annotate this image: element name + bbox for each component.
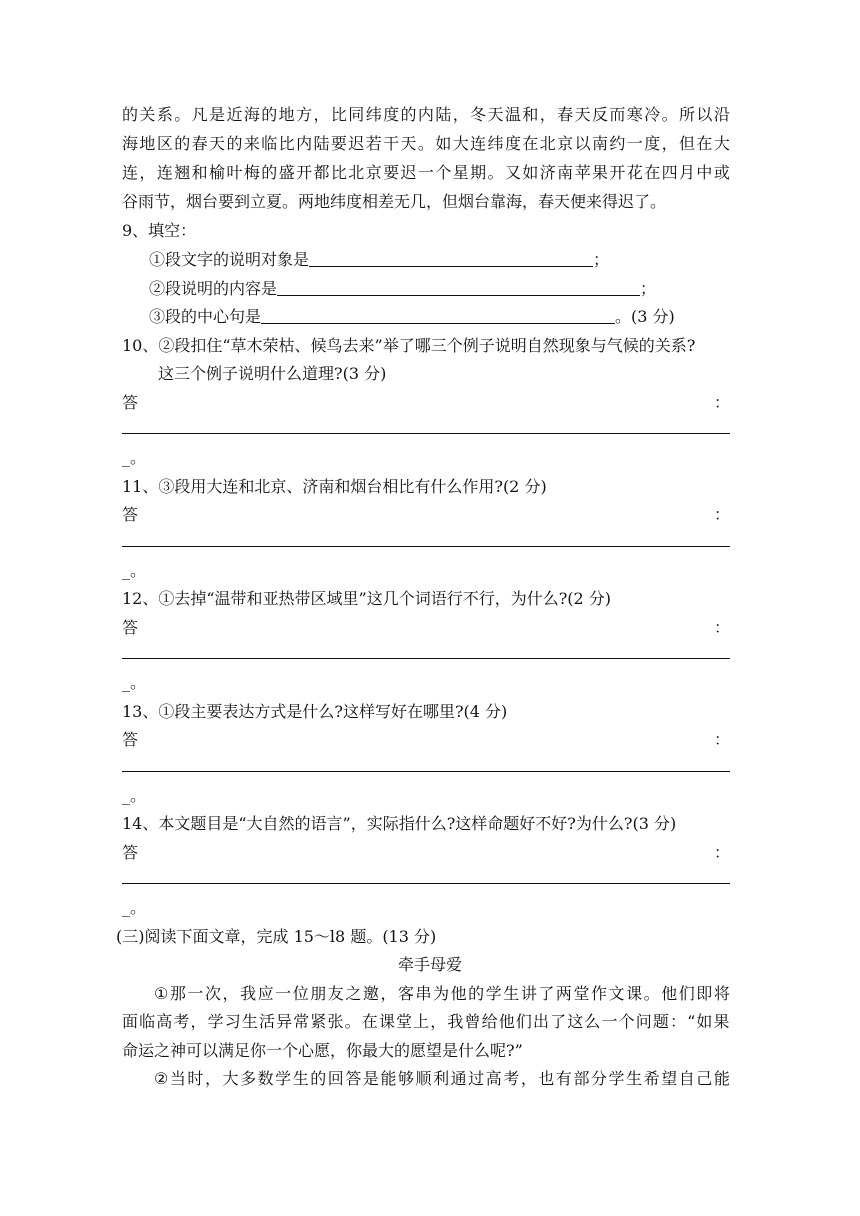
q12-answer-end: _。 <box>122 673 147 692</box>
q14-answer-rule[interactable] <box>122 883 730 884</box>
q9-item2-blank[interactable] <box>277 279 640 296</box>
answer-label: 答 <box>122 843 139 862</box>
answer-label: 答 <box>122 505 139 524</box>
question-12: 12、①去掉“温带和亚热带区域里”这几个词语行不行，为什么?(2 分) <box>122 589 612 608</box>
q9-item3-suffix: 。(3 分) <box>615 307 675 326</box>
para1-line-2: 面 临 高 考 ， 学 习 生 活 异 常 紧 张 。 在 课 堂 上 ， 我 曾 给 他 们 出 了 这 么 一 个 问 题 ： “ 如 果 <box>122 1012 730 1031</box>
q14-answer-end: _。 <box>122 898 147 917</box>
q13-answer-rule[interactable] <box>122 771 730 772</box>
section-3-heading: (三)阅读下面文章，完成 15～l8 题。(13 分) <box>116 927 437 946</box>
q10-answer-end: _。 <box>122 448 147 467</box>
q12-answer-rule[interactable] <box>122 658 730 659</box>
answer-colon: ： <box>713 730 730 749</box>
passage-line-1: 的 关 系 。 凡 是 近 海 的 地 方 ， 比 同 纬 度 的 内 陆 ， 冬 天 温 和 ， 春 天 反 而 寒 冷 。 所 以 沿 <box>122 105 730 124</box>
question-9-item-2 <box>149 279 730 299</box>
question-10-line-2: 这三个例子说明什么道理?(3 分) <box>158 364 387 383</box>
q9-item1-blank[interactable] <box>309 250 593 267</box>
q9-item2-suffix: ； <box>640 279 657 298</box>
q13-answer-line <box>122 730 730 750</box>
question-9-item-1 <box>149 250 730 270</box>
answer-colon: ： <box>713 843 730 862</box>
passage-line-4: 谷雨节，烟台要到立夏。两地纬度相差无几，但烟台靠海，春天便来得迟了。 <box>122 192 667 211</box>
answer-colon: ： <box>713 505 730 524</box>
question-11: 11、③段用大连和北京、济南和烟台相比有什么作用?(2 分) <box>122 477 547 496</box>
para1-line-3: 命运之神可以满足你一个心愿，你最大的愿望是什么呢?” <box>122 1041 523 1060</box>
q9-item1-suffix: ； <box>593 250 610 269</box>
q11-answer-line <box>122 505 730 525</box>
answer-label: 答 <box>122 393 139 412</box>
question-14: 14、本文题目是“大自然的语言”，实际指什么?这样命题好不好?为什么?(3 分) <box>122 814 677 833</box>
q9-item3-prefix: ③段的中心句是 <box>149 307 262 326</box>
answer-colon: ： <box>713 618 730 637</box>
question-13: 13、①段主要表达方式是什么?这样写好在哪里?(4 分) <box>122 702 508 721</box>
question-10-line-1: 10、②段扣住“草木荣枯、候鸟去来”举了哪三个例子说明自然现象与气候的关系? <box>122 336 696 355</box>
q11-answer-end: _。 <box>122 561 147 580</box>
q9-item3-blank[interactable] <box>261 307 615 324</box>
q9-item1-prefix: ①段文字的说明对象是 <box>149 250 310 269</box>
answer-label: 答 <box>122 730 139 749</box>
para1-line-1: ① 那 一 次 ， 我 应 一 位 朋 友 之 邀 ， 客 串 为 他 的 学 生 讲 了 两 堂 作 文 课 。 他 们 即 将 <box>154 984 730 1003</box>
q14-answer-line <box>122 843 730 863</box>
passage-line-2: 海 地 区 的 春 天 的 来 临 比 内 陆 要 迟 若 干 天 。 如 大 连 纬 度 在 北 京 以 南 约 一 度 ， 但 在 大 <box>122 134 730 153</box>
q10-answer-line <box>122 393 730 413</box>
passage-line-3: 连 ， 连 翘 和 榆 叶 梅 的 盛 开 都 比 北 京 要 迟 一 个 星 期 。 又 如 济 南 苹 果 开 花 在 四 月 中 或 <box>122 163 730 182</box>
q12-answer-line <box>122 618 730 638</box>
para2-line-1: ② 当 时 ， 大 多 数 学 生 的 回 答 是 能 够 顺 利 通 过 高 考 ， 也 有 部 分 学 生 希 望 自 己 能 <box>154 1069 730 1088</box>
question-9-title: 9、填空： <box>122 221 197 240</box>
answer-label: 答 <box>122 618 139 637</box>
q11-answer-rule[interactable] <box>122 546 730 547</box>
q9-item2-prefix: ②段说明的内容是 <box>149 279 278 298</box>
q10-answer-rule[interactable] <box>122 433 730 434</box>
article-title: 牵手母爱 <box>397 955 462 974</box>
answer-colon: ： <box>713 393 730 412</box>
q13-answer-end: _。 <box>122 786 147 805</box>
question-9-item-3 <box>149 307 730 327</box>
